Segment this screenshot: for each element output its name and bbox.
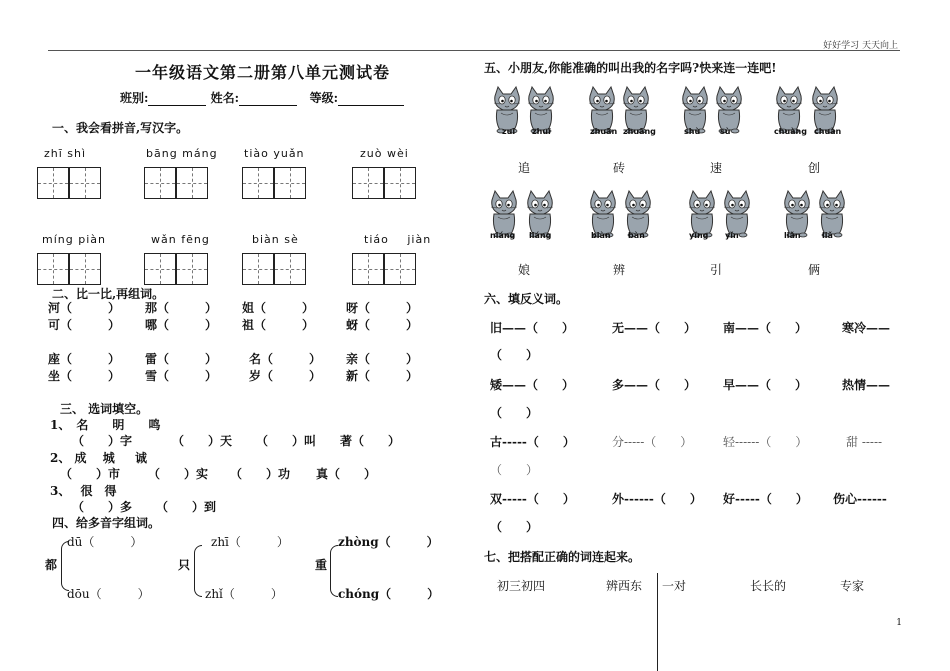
cat-pair	[685, 188, 755, 250]
cat-pinyin[interactable]: zuī	[502, 127, 516, 136]
polyphone-bottom: zhǐ（ ）	[205, 587, 283, 601]
compare-item: 姐（ ）	[242, 301, 315, 315]
header-motto: 好好学习 天天向上	[823, 41, 898, 51]
section3-title: 三、 选词填空。	[60, 402, 149, 416]
writing-box[interactable]	[274, 167, 306, 199]
antonym-item: 寒冷——	[842, 321, 891, 335]
writing-box[interactable]	[144, 253, 176, 285]
polyphone-char: 重	[315, 558, 328, 572]
fill-item: （ ）实	[148, 467, 209, 481]
name-field[interactable]	[239, 93, 297, 106]
divider-line	[657, 573, 658, 671]
cat-pinyin[interactable]: liǎn	[784, 231, 801, 240]
antonym-wrap: （ ）	[490, 348, 539, 362]
cat-pair	[780, 188, 850, 250]
fill-item: 真（ ）	[316, 467, 377, 481]
pinyin-label: biàn sè	[252, 233, 299, 246]
section1-title: 一、我会看拼音,写汉字。	[52, 121, 189, 135]
writing-box[interactable]	[352, 253, 384, 285]
page-title: 一年级语文第二册第八单元测试卷	[135, 63, 391, 82]
student-info	[120, 89, 404, 106]
section5-title: 五、小朋友,你能准确的叫出我的名字吗?快来连一连吧!	[484, 61, 777, 75]
match-word[interactable]: 俩	[808, 263, 821, 277]
match-right-word[interactable]: 专家	[840, 579, 865, 593]
cat-pinyin[interactable]: chuàn	[814, 127, 842, 136]
section6-title: 六、填反义词。	[484, 292, 569, 306]
match-right-word[interactable]: 一对	[662, 579, 687, 593]
compare-item: 可（ ）	[48, 318, 121, 332]
polyphone-top: zhī（ ）	[211, 535, 289, 549]
brace	[330, 545, 338, 597]
cat-pinyin[interactable]: chuàng	[774, 127, 807, 136]
pinyin-label: bāng máng	[146, 147, 218, 160]
section7-title: 七、把搭配正确的词连起来。	[484, 550, 641, 564]
cat-pair	[586, 188, 656, 250]
cat-pair	[678, 84, 746, 146]
compare-item: 河（ ）	[48, 301, 121, 315]
writing-box[interactable]	[274, 253, 306, 285]
compare-item: 祖（ ）	[242, 318, 315, 332]
cat-pinyin[interactable]: bàn	[628, 231, 645, 240]
cat-pinyin[interactable]: zhuī	[532, 127, 551, 136]
fill-item: （ ）功	[230, 467, 291, 481]
grade-field[interactable]	[338, 93, 404, 106]
writing-box[interactable]	[144, 167, 176, 199]
compare-item: 雷（ ）	[145, 352, 218, 366]
antonym-item: 多——（ ）	[612, 378, 697, 392]
name-label: 姓名:	[210, 91, 240, 105]
match-word[interactable]: 速	[710, 161, 723, 175]
header-rule	[48, 50, 900, 51]
q1-options: 1、 名 明 鸣	[50, 418, 161, 432]
antonym-item: 古-----（ ）	[490, 435, 575, 449]
fill-item: （ ）叫	[256, 434, 317, 448]
cat-pinyin[interactable]: sù	[720, 127, 731, 136]
pinyin-label: zuò wèi	[360, 147, 409, 160]
cat-pinyin[interactable]: zhuāng	[623, 127, 656, 136]
writing-box[interactable]	[384, 167, 416, 199]
q2-options: 2、 成 城 诚	[50, 451, 148, 465]
compare-item: 蚜（ ）	[346, 318, 419, 332]
writing-box[interactable]	[37, 167, 69, 199]
writing-box[interactable]	[352, 167, 384, 199]
class-label: 班别:	[120, 91, 149, 105]
cat-pair	[487, 188, 559, 250]
pinyin-label: zhī shì	[44, 147, 87, 160]
page-number: 1	[896, 618, 902, 628]
pinyin-label: wǎn fēng	[151, 233, 210, 246]
compare-item: 坐（ ）	[48, 369, 121, 383]
cat-pinyin[interactable]: liǎ	[822, 231, 833, 240]
brace	[194, 545, 202, 597]
match-word[interactable]: 娘	[518, 263, 531, 277]
q3-options: 3、 很 得	[50, 484, 117, 498]
antonym-item: 伤心------	[833, 492, 887, 506]
compare-item: 座（ ）	[48, 352, 121, 366]
antonym-item: 旧——（ ）	[490, 321, 575, 335]
fill-item: （ ）市	[60, 467, 121, 481]
antonym-item: 轻------（ ）	[723, 435, 808, 449]
pinyin-label: tiáo jiàn	[364, 233, 432, 246]
cat-pinyin[interactable]: liáng	[529, 231, 552, 240]
cat-pair	[490, 84, 558, 146]
fill-item: 著（ ）	[340, 434, 401, 448]
match-word[interactable]: 创	[808, 161, 821, 175]
fill-item: （ ）字	[72, 434, 133, 448]
compare-item: 岁（ ）	[249, 369, 322, 383]
antonym-item: 矮——（ ）	[490, 378, 575, 392]
fill-item: （ ）天	[172, 434, 233, 448]
cat-pinyin[interactable]: niáng	[490, 231, 516, 240]
compare-item: 呀（ ）	[346, 301, 419, 315]
match-word[interactable]: 追	[518, 161, 531, 175]
antonym-item: 分-----（ ）	[612, 435, 693, 449]
writing-box[interactable]	[176, 167, 208, 199]
antonym-wrap: （ ）	[490, 520, 539, 534]
match-word[interactable]: 引	[710, 263, 723, 277]
class-field[interactable]	[148, 93, 206, 106]
section2-title: 二、比一比,再组词。	[52, 287, 165, 301]
polyphone-top: zhòng（ ）	[338, 535, 439, 549]
compare-item: 哪（ ）	[145, 318, 218, 332]
antonym-item: 早——（ ）	[723, 378, 808, 392]
writing-box[interactable]	[69, 253, 101, 285]
grade-label: 等级:	[309, 91, 339, 105]
compare-item: 那（ ）	[145, 301, 218, 315]
match-word[interactable]: 辨	[613, 263, 626, 277]
cat-pair	[772, 84, 844, 146]
antonym-item: 外------（ ）	[612, 492, 702, 506]
fill-item: （ ）多	[72, 500, 133, 514]
cat-pinyin[interactable]: zhuān	[590, 127, 618, 136]
match-left-word[interactable]: 初三初四	[497, 579, 546, 593]
antonym-item: 南——（ ）	[723, 321, 808, 335]
writing-box[interactable]	[242, 167, 274, 199]
fill-item: （ ）到	[156, 500, 217, 514]
writing-box[interactable]	[37, 253, 69, 285]
antonym-wrap: （ ）	[490, 406, 539, 420]
antonym-item: 甜 -----	[846, 435, 883, 449]
compare-item: 名（ ）	[249, 352, 322, 366]
antonym-item: 好-----（ ）	[723, 492, 808, 506]
cat-pinyin[interactable]: yǐn	[725, 231, 739, 240]
section4-title: 四、给多音字组词。	[52, 516, 161, 530]
writing-box[interactable]	[384, 253, 416, 285]
writing-box[interactable]	[69, 167, 101, 199]
cat-pinyin[interactable]: yǐng	[689, 231, 709, 240]
match-left-word[interactable]: 辨西东	[606, 579, 643, 593]
polyphone-bottom: dōu（ ）	[67, 587, 150, 601]
antonym-wrap: （ ）	[490, 463, 539, 477]
match-word[interactable]: 砖	[613, 161, 626, 175]
antonym-item: 热情——	[842, 378, 891, 392]
pinyin-label: míng piàn	[42, 233, 106, 246]
cat-pair	[585, 84, 656, 146]
polyphone-bottom: chóng（ ）	[338, 587, 440, 601]
compare-item: 雪（ ）	[145, 369, 218, 383]
writing-box[interactable]	[242, 253, 274, 285]
match-right-word[interactable]: 长长的	[750, 579, 787, 593]
antonym-item: 无——（ ）	[612, 321, 697, 335]
writing-box[interactable]	[176, 253, 208, 285]
antonym-item: 双-----（ ）	[490, 492, 575, 506]
compare-item: 亲（ ）	[346, 352, 419, 366]
polyphone-char: 都	[45, 558, 58, 572]
cat-pinyin[interactable]: shù	[684, 127, 701, 136]
compare-item: 新（ ）	[346, 369, 419, 383]
polyphone-top: dū（ ）	[67, 535, 143, 549]
polyphone-char: 只	[178, 558, 191, 572]
cat-pinyin[interactable]: biàn	[591, 231, 611, 240]
pinyin-label: tiào yuǎn	[244, 147, 305, 160]
